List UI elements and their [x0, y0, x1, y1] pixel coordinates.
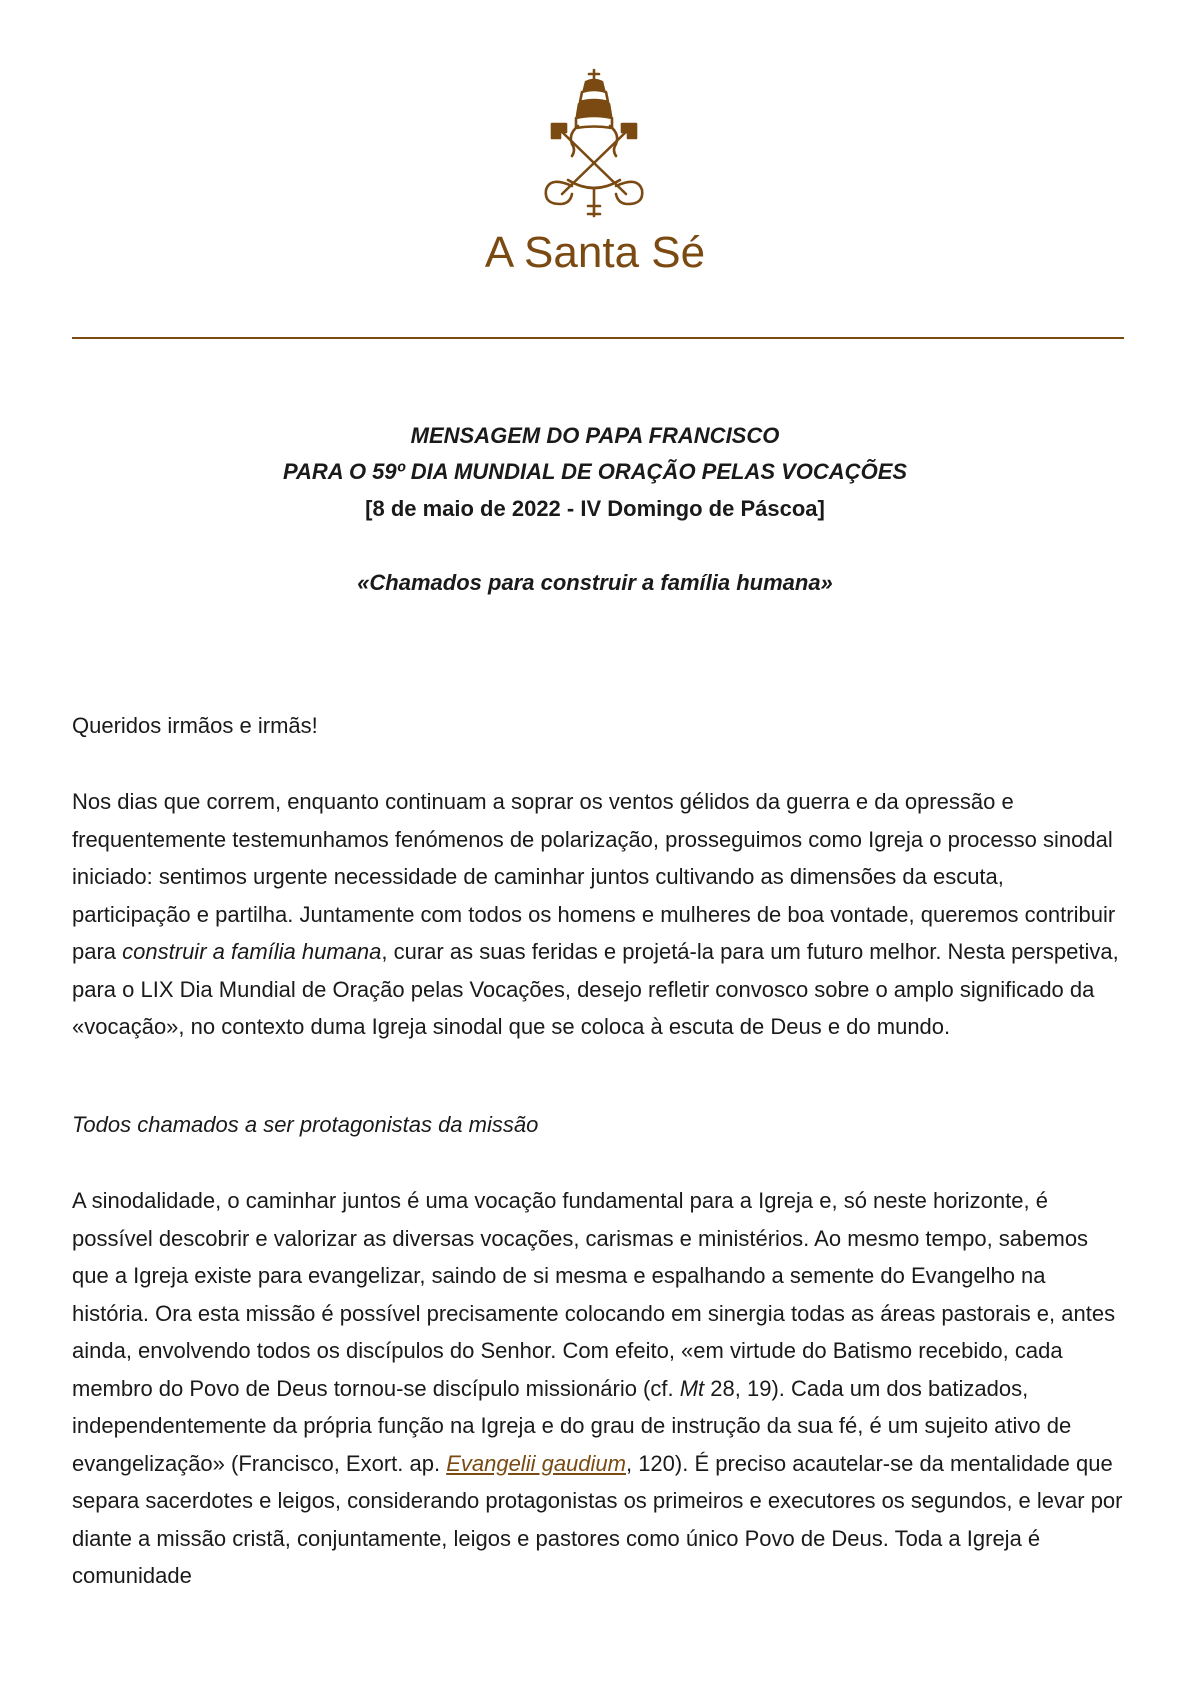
paragraph-2-text-a: A sinodalidade, o caminhar juntos é uma vocação fundamental para a Igreja e, só neste horizonte, é possível descobrir e valorizar as diversas vocações, carismas e ministérios. Ao mesmo tempo, sabemos que a Igreja existe para evangelizar, saindo de si mesma e espalhando a semente do Evangelho na história. Ora esta missão é possível precisamente colocando em sinergia todas as áreas pastorais e, antes ainda, envolvendo todos os discípulos do Senhor. Com efeito, «em virtude do Batismo recebido, cada membro do Povo de Deus tornou-se discípulo missionário (cf. — [72, 1188, 1116, 1401]
paragraph-2-reference: Mt — [679, 1375, 705, 1401]
paragraph-1 — [72, 783, 1124, 1046]
papal-coat-of-arms-icon — [538, 68, 650, 220]
evangelii-gaudium-link[interactable]: Evangelii gaudium — [446, 1450, 626, 1476]
header-divider — [72, 337, 1124, 339]
message-theme: «Chamados para construir a família humana» — [357, 570, 833, 595]
message-title-line-1: MENSAGEM DO PAPA FRANCISCO — [410, 423, 780, 448]
paragraph-1-text-a: Nos dias que correm, enquanto continuam a soprar os ventos gélidos da guerra e da opressão e frequentemente testemunhamos fenómenos de polarização, prosseguimos como Igreja o processo sinodal iniciado: sentimos urgente necessidade de caminhar juntos cultivando as dimensões da escuta, participação e partilha. Juntamente com todos os homens e mulheres de boa vontade, queremos contribuir para — [72, 789, 1116, 964]
paragraph-1-italic: construir a família humana — [122, 939, 382, 964]
message-title-line-2: PARA O 59º DIA MUNDIAL DE ORAÇÃO PELAS VOCAÇÕES — [282, 459, 908, 484]
paragraph-2 — [72, 1182, 1124, 1595]
site-title: A Santa Sé — [484, 228, 706, 277]
paragraph-1-text-b: , curar as suas feridas e projetá-la para um futuro melhor. Nesta perspetiva, para o LIX Dia Mundial de Oração pelas Vocações, desejo refletir convosco sobre o amplo significado da «vocação», no contexto duma Igreja sinodal que se coloca à escuta de Deus e do mundo. — [72, 939, 1119, 1039]
paragraph-2-text-b: 28, 19). Cada um dos batizados, independentemente da própria função na Igreja e do grau de instrução da sua fé, é um sujeito ativo de evangelização» (Francisco, Exort. ap. — [72, 1375, 1072, 1476]
paragraph-2-text-c: , 120). É preciso acautelar-se da mentalidade que separa sacerdotes e leigos, considerando protagonistas os primeiros e executores os segundos, e levar por diante a missão cristã, conjuntamente, leigos e pastores como único Povo de Deus. Toda a Igreja é comunidade — [72, 1450, 1123, 1588]
section-subtitle: Todos chamados a ser protagonistas da missão — [72, 1112, 539, 1137]
greeting: Queridos irmãos e irmãs! — [72, 713, 318, 738]
message-date: [8 de maio de 2022 - IV Domingo de Páscoa] — [365, 496, 825, 521]
